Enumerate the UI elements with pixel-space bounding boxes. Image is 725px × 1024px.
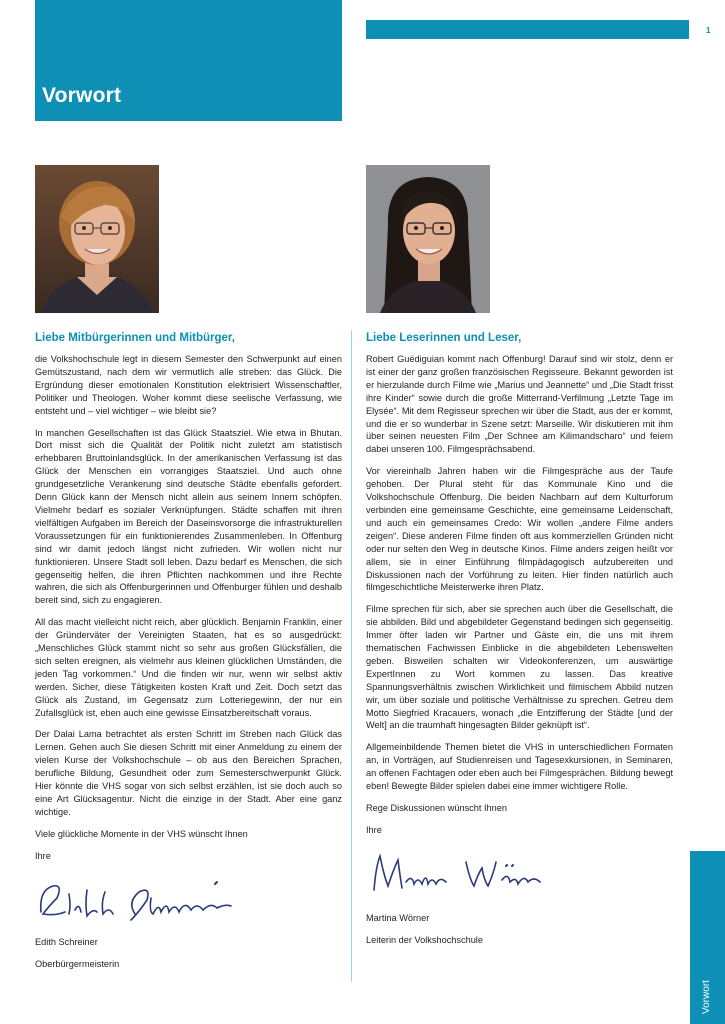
- letter-right: [366, 332, 673, 956]
- side-tab-label: Vorwort: [700, 980, 712, 1014]
- left-paragraph: All das macht vielleicht nicht reich, aber glücklich. Benjamin Franklin, einer der Gründerväter der Vereinigten Staaten, hat es so ausgedrückt: „Menschliches Glück stammt nicht so sehr aus großen Glücksfällen, die sich selten ereignen, als vielmehr aus kleinen glücklichen Umständen, die jeden Tag vorkommen.“ Und die finden wir nur, wenn wir selbst aktiv werden. Sicher, diese Tätigkeiten kosten Kraft und Zeit. Doch setzt das Glück als Zustand, im Gegensatz zum Lotteriegewinn, der nur ein Zufallsglück ist, eben auch eine gewisse Einsatzbereitschaft voraus.: [35, 617, 342, 718]
- letter-left: [35, 332, 342, 979]
- left-signer-title: Oberbürgermeisterin: [35, 958, 120, 969]
- left-signer-name: Edith Schreiner: [35, 936, 98, 947]
- right-closing: Rege Diskussionen wünscht Ihnen: [366, 803, 507, 813]
- left-paragraph: Der Dalai Lama betrachtet als ersten Schritt im Streben nach Glück das Lernen. Gehen auch Sie diesen Schritt mit einer Anmeldung zu einem der vielen Kurse der Volkshochschule – ob aus den Bereichen Sprachen, berufliche Bildung, Gesundheit oder zum Semesterschwerpunkt Glück. Hier könnte die VHS sogar von sich selbst erzählen, ist sie doch auch so eine Art Glücksagentur. Nicht die einzige in der Stadt. Aber eine ganz wichtige.: [35, 729, 342, 817]
- right-paragraph: Filme sprechen für sich, aber sie sprechen auch über die Gesellschaft, die sie abbilden. Bild und abgebildeter Gegenstand bedingen sich gegenseitig. Immer öfter laden wir Partner und Gäste ein, die uns mit ihrem thematischen Fachwissen Einblicke in die abgebildeten Lebenswelten geben. Bisweilen schalten wir Videokonferenzen, um auswärtige ExpertInnen zu Wort kommen zu lassen. Das kreative Spannungsverhältnis zwischen Wirklichkeit und filmischem Abbild nutzen wir, um über soziale und politische Verhältnisse zu sprechen. Getreu dem Motto Siegfried Kracauers, wonach „die Entzifferung der Städte [und der Welt] an die traumhaft hingesagten Bilder geknüpft ist“.: [366, 604, 673, 731]
- signature-left: [35, 872, 255, 930]
- right-paragraph: Robert Guédiguian kommt nach Offenburg! Darauf sind wir stolz, denn er ist einer der ganz großen französischen Regisseure. Bekannt geworden ist er hierzulande durch Filme wie „Marius und Jeannette“ und „Die Stadt frisst ihre Kinder“ sowie durch die große Mitterrand-Verfilmung „Letzte Tage im Elysée“. Mit dem Regisseur sprechen wir über die Stadt, aus der er kommt, und die er so wunderbar in Szene setzt: Marseille. Wir diskutieren mit ihm über seinen neuesten Film „Der Schnee am Kilimandscharo“ und feiern dabei unseren 100. Filmgesprächsabend.: [366, 354, 673, 455]
- right-heading: Liebe Leserinnen und Leser,: [366, 332, 522, 344]
- left-closing: Viele glückliche Momente in der VHS wünscht Ihnen: [35, 828, 248, 839]
- left-paragraph: In manchen Gesellschaften ist das Glück Staatsziel. Wie etwa in Bhutan. Dort misst sich die Qualität der Politik nicht zuletzt am statistisch erhebbaren Bruttoinlandsglück. In der amerikanischen Verfassung ist das Glück der Menschen ein vorrangiges Staatsziel. Und auch ohne grundgesetzliche Verankerung sind deutsche Städte ebenfalls gefordert. Denn Glück kann der Mensch nicht allein aus seinem Innern schöpfen. Vielmehr bedarf es sozialer Verknüpfungen. Städte schaffen mit ihren vielfältigen Aufgaben im Bereich der Daseinsvorsorge die infrastrukturellen Voraussetzungen für ein funktionierendes Zusammenleben. In Offenburg sind wir damit jedoch längst nicht zufrieden. Wir wollen nicht nur funktionieren. Unsere Stadt soll leben. Dazu bedarf es Menschen, die sich gegenseitig helfen, die ihren Pflichten nachkommen und ihre Rechte wahren, die sich als Offenburgerinnen und Offenburger fühlen und deshalb bereit sind, sich zu engagieren.: [35, 427, 342, 606]
- left-salutation: Ihre: [35, 850, 51, 861]
- right-signer-title: Leiterin der Volkshochschule: [366, 934, 483, 945]
- portrait-photo-left: [35, 165, 159, 313]
- section-side-tab: [690, 851, 725, 1024]
- column-divider: [351, 330, 352, 982]
- header-banner: [35, 0, 342, 121]
- right-salutation: Ihre: [366, 824, 382, 835]
- right-paragraph: Allgemeinbildende Themen bietet die VHS in unterschiedlichen Formaten an, in Vorträgen, auf Studienreisen und Tagesexkursionen, in Seminaren, an offenen Fachtagen oder eben auch bei Filmgesprächen. Bildung bewegt eben! Bewegte Bilder spielen dabei eine immer wichtigere Rolle.: [366, 742, 673, 792]
- left-heading: Liebe Mitbürgerinnen und Mitbürger,: [35, 332, 235, 344]
- page-title: Vorwort: [42, 84, 122, 107]
- signature-right: [366, 846, 566, 906]
- portrait-photo-right: [366, 165, 490, 313]
- left-paragraph: die Volkshochschule legt in diesem Semester den Schwerpunkt auf einen Gemütszustand, nach dem wir vermutlich alle streben: das Glück. Die Ergründung dieser emotionalen Konstitution elektrisiert Wissenschaftler, Politiker und Theologen. Woher kommt diese seelische Verfassung, wie entsteht und – viel wichtiger – wie bleibt sie?: [35, 354, 342, 416]
- right-paragraph: Vor viereinhalb Jahren haben wir die Filmgespräche aus der Taufe gehoben. Der Plural steht für das Kommunale Kino und die Volkshochschule Offenburg. Die beiden Nachbarn auf dem Kulturforum verbinden eine gemeinsame Geschichte, eine gemeinsame Leidenschaft, und auch ein gemeinsames Credo: Wir wollen „andere Filme anders zeigen“. Diese anderen Filme finden oft aus kommerziellen Gründen nicht oder nur selten den Weg in deutsche Kinos. Filme anders zeigen heißt vor allem, sie in einer Einführung filmpädagogisch aufzubereiten und Diskussionen nach der Vorführung zu leiten. Hier finden natürlich auch filmgeschichtliche Meisterwerke ihren Platz.: [366, 466, 673, 593]
- top-color-bar: [366, 20, 689, 39]
- right-signer-name: Martina Wörner: [366, 912, 430, 923]
- page-number: 1: [706, 26, 711, 35]
